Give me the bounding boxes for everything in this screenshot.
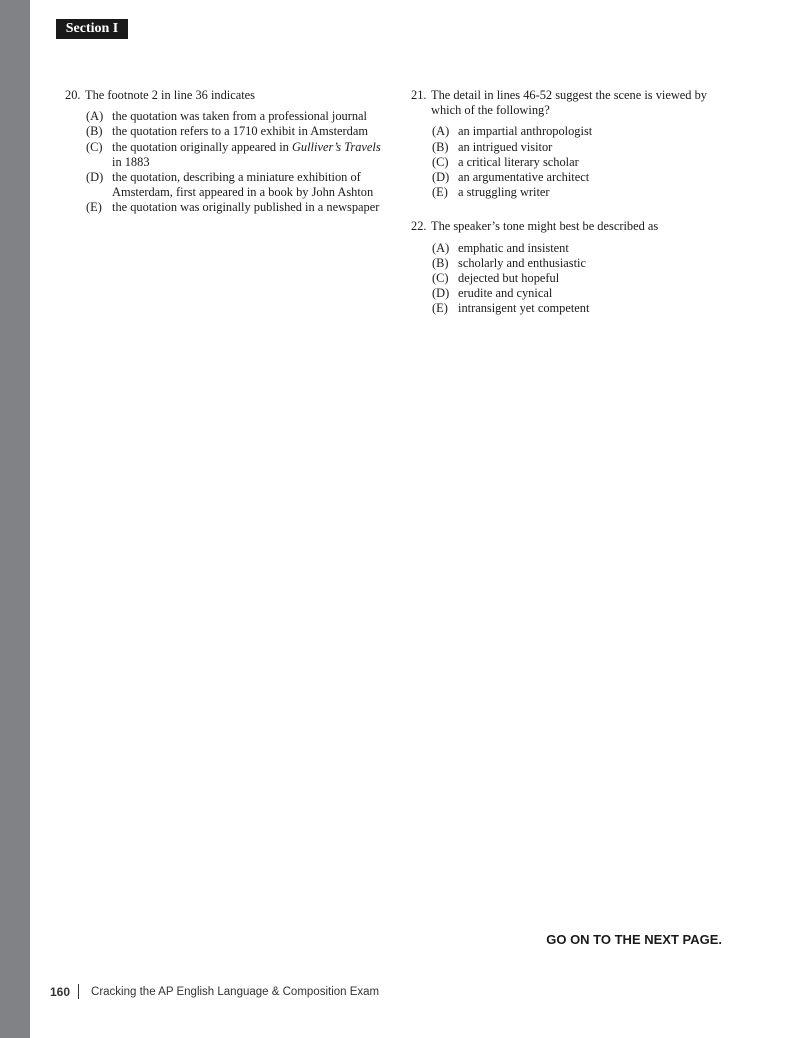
choice-text: intransigent yet competent bbox=[458, 301, 590, 316]
section-label: Section I bbox=[56, 19, 128, 39]
answer-choice bbox=[432, 301, 731, 316]
answer-choices bbox=[411, 124, 731, 200]
choice-text: a struggling writer bbox=[458, 185, 550, 200]
question-number: 21. bbox=[411, 88, 427, 102]
choice-letter: (A) bbox=[432, 240, 450, 255]
answer-choice bbox=[86, 124, 385, 139]
choice-text-part: in 1883 bbox=[112, 154, 150, 169]
right-column bbox=[411, 88, 731, 336]
choice-letter: (C) bbox=[432, 271, 449, 286]
choice-text-part: the quotation originally appeared in bbox=[112, 139, 292, 154]
answer-choice bbox=[86, 109, 385, 124]
choice-letter: (E) bbox=[86, 200, 102, 215]
side-bar bbox=[0, 0, 30, 1038]
answer-choices bbox=[65, 109, 385, 215]
question-20 bbox=[65, 88, 385, 216]
book-title-italic: Gulliver’s Travels bbox=[291, 139, 381, 154]
answer-choice bbox=[86, 170, 385, 200]
question-text: The footnote 2 in line 36 indicates bbox=[85, 88, 255, 102]
question-text: The detail in lines 46-52 suggest the scene is viewed by which of the following? bbox=[431, 88, 707, 118]
answer-choice bbox=[432, 241, 731, 256]
question-stem bbox=[411, 88, 731, 118]
answer-choice bbox=[86, 140, 385, 170]
choice-letter: (D) bbox=[432, 170, 450, 185]
question-stem bbox=[65, 88, 385, 103]
answer-choice bbox=[432, 271, 731, 286]
answer-choice bbox=[432, 185, 731, 200]
choice-text: an argumentative architect bbox=[458, 170, 590, 185]
choice-text: scholarly and enthusiastic bbox=[458, 255, 587, 270]
choice-text bbox=[112, 140, 385, 170]
choice-text: the quotation was originally published in a newspaper bbox=[112, 200, 380, 215]
footer-divider bbox=[78, 984, 79, 999]
choice-text: the quotation was taken from a professional journal bbox=[112, 109, 367, 124]
choice-letter: (A) bbox=[86, 109, 104, 124]
page-number: 160 bbox=[50, 984, 71, 999]
choice-letter: (D) bbox=[86, 170, 104, 185]
question-number: 22. bbox=[411, 219, 427, 234]
choice-letter: (B) bbox=[86, 124, 103, 139]
answer-choice bbox=[86, 200, 385, 215]
question-22 bbox=[411, 219, 731, 316]
choice-letter: (E) bbox=[432, 185, 448, 200]
question-text: The speaker’s tone might best be described as bbox=[431, 219, 659, 234]
choice-letter: (C) bbox=[86, 139, 103, 154]
question-21 bbox=[411, 88, 731, 200]
answer-choice bbox=[432, 155, 731, 170]
choice-text: erudite and cynical bbox=[458, 286, 553, 301]
question-stem bbox=[411, 219, 731, 234]
choice-letter: (C) bbox=[432, 154, 449, 169]
answer-choice bbox=[432, 286, 731, 301]
choice-text: emphatic and insistent bbox=[458, 240, 569, 255]
choice-letter: (B) bbox=[432, 139, 449, 154]
next-page-notice: GO ON TO THE NEXT PAGE. bbox=[546, 932, 722, 947]
choice-letter: (E) bbox=[432, 301, 448, 316]
choice-text: an intrigued visitor bbox=[458, 139, 553, 154]
choice-text: an impartial anthropologist bbox=[458, 124, 593, 139]
choice-letter: (B) bbox=[432, 255, 449, 270]
choice-letter: (D) bbox=[432, 286, 450, 301]
left-column bbox=[65, 88, 385, 235]
choice-text: dejected but hopeful bbox=[458, 271, 560, 286]
choice-text: a critical literary scholar bbox=[458, 154, 579, 169]
answer-choice bbox=[432, 124, 731, 139]
choice-text: the quotation refers to a 1710 exhibit in Amsterdam bbox=[112, 124, 369, 139]
book-title: Cracking the AP English Language & Composition Exam bbox=[91, 985, 380, 998]
answer-choice bbox=[432, 170, 731, 185]
answer-choice bbox=[432, 140, 731, 155]
page-footer bbox=[50, 984, 379, 999]
answer-choices bbox=[411, 241, 731, 317]
question-number: 20. bbox=[65, 88, 81, 102]
choice-letter: (A) bbox=[432, 124, 450, 139]
answer-choice bbox=[432, 256, 731, 271]
choice-text: the quotation, describing a miniature exhibition of Amsterdam, first appeared in a book by John Ashton bbox=[112, 170, 374, 200]
